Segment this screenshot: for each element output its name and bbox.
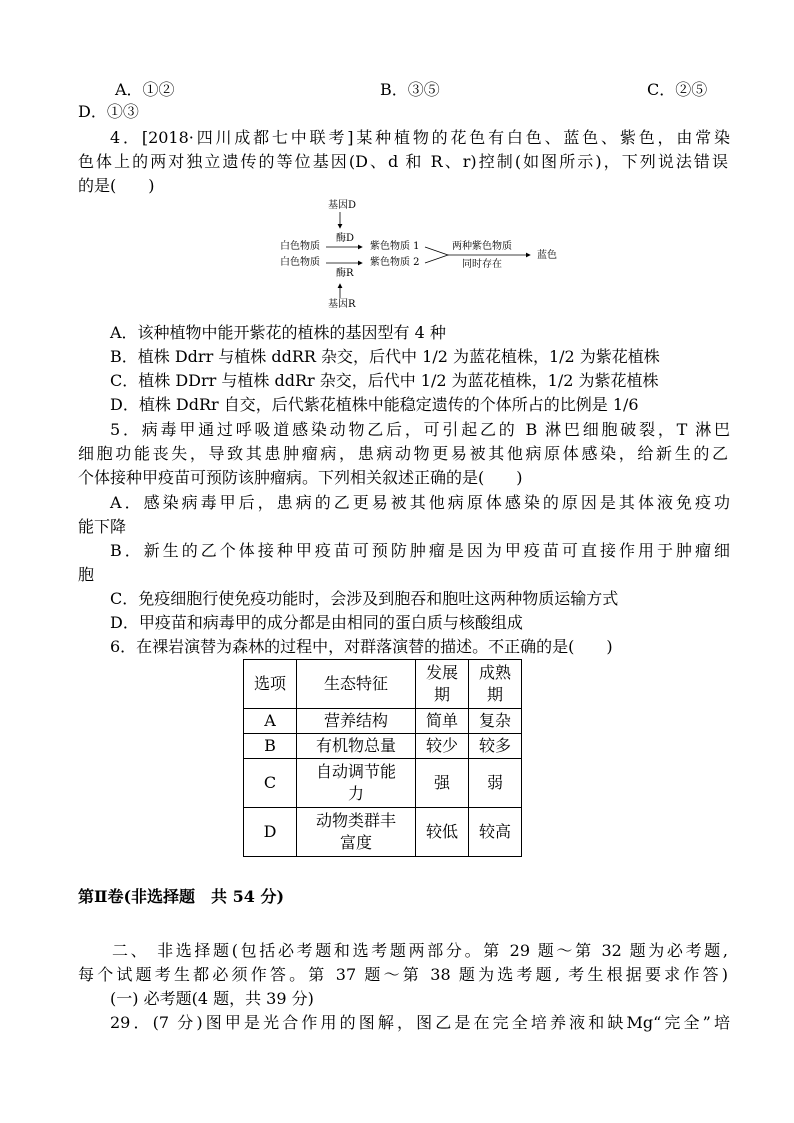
- part2-intro-line-1: 二、 非选择题(包括必考题和选考题两部分。第 29 题～第 32 题为必考题,: [112, 941, 728, 960]
- q5-option-d: D．甲疫苗和病毒甲的成分都是由相同的蛋白质与核酸组成: [110, 613, 523, 632]
- enzyme-r-label: 酶R: [336, 268, 354, 279]
- q4-stem-line-2: 色体上的两对独立遗传的等位基因(D、d 和 R、r)控制(如图所示)，下列说法错误: [78, 152, 728, 171]
- q29-stem: 29．(7 分)图甲是光合作用的图解，图乙是在完全培养液和缺Mg“完全”培: [110, 1013, 730, 1032]
- q4-option-b: B．植株 Ddrr 与植株 ddRR 杂交，后代中 1/2 为蓝花植株，1/2 为紫花植株: [110, 347, 660, 366]
- both-purple-label: 两种紫色物质: [452, 241, 512, 252]
- table-cell: B: [244, 734, 297, 759]
- table-cell: 有机物总量: [297, 734, 416, 759]
- table-row: [244, 808, 522, 857]
- q3-option-b: B．③⑤: [380, 80, 440, 99]
- q5-option-b-line-1: B．新生的乙个体接种甲疫苗可预防肿瘤是因为甲疫苗可直接作用于肿瘤细: [110, 541, 730, 560]
- enzyme-d-label: 酶D: [336, 233, 355, 244]
- header-cell: 成熟 期: [469, 660, 522, 709]
- q4-stem-line-1: 4．[2018·四川成都七中联考]某种植物的花色有白色、蓝色、紫色，由常染: [110, 128, 730, 147]
- table-cell: 动物类群丰 富度: [297, 808, 416, 857]
- table-cell: 简单: [416, 709, 469, 734]
- q3-option-a: A．①②: [115, 80, 175, 99]
- table-cell: 强: [416, 759, 469, 808]
- white-substance-1: 白色物质: [280, 241, 320, 252]
- q4-option-c: C．植株 DDrr 与植株 ddRr 杂交，后代中 1/2 为蓝花植株，1/2 为紫花植株: [110, 371, 659, 390]
- header-cell: 发展 期: [416, 660, 469, 709]
- q5-stem-line-1: 5．病毒甲通过呼吸道感染动物乙后，可引起乙的 B 淋巴细胞破裂，T 淋巴: [110, 420, 730, 439]
- coexist-label: 同时存在: [462, 259, 502, 270]
- table-cell: 较低: [416, 808, 469, 857]
- table-cell: 复杂: [469, 709, 522, 734]
- table-cell: D: [244, 808, 297, 857]
- q4-option-d: D．植株 DdRr 自交，后代紫花植株中能稳定遗传的个体所占的比例是 1/6: [110, 395, 639, 414]
- header-cell: 选项: [244, 660, 297, 709]
- required-section-title: (一) 必考题(4 题，共 39 分): [110, 989, 314, 1008]
- table-cell: A: [244, 709, 297, 734]
- table-cell: 自动调节能 力: [297, 759, 416, 808]
- white-substance-2: 白色物质: [280, 257, 320, 268]
- table-row: [244, 709, 522, 734]
- q5-stem-line-2: 细胞功能丧失，导致其患肿瘤病，患病动物更易被其他病原体感染，给新生的乙: [78, 444, 728, 463]
- table-cell: 较多: [469, 734, 522, 759]
- q6-table: [243, 659, 522, 857]
- merge-bracket: [425, 247, 448, 263]
- table-row: [244, 759, 522, 808]
- table-row: [244, 734, 522, 759]
- table-cell: 弱: [469, 759, 522, 808]
- q4-option-a: A．该种植物中能开紫花的植株的基因型有 4 种: [110, 323, 446, 342]
- q5-option-b-line-2: 胞: [78, 565, 95, 584]
- q5-stem-line-3: 个体接种甲疫苗可预防该肿瘤病。下列相关叙述正确的是( ): [78, 468, 523, 487]
- pathway-arrows: [0, 0, 794, 330]
- q5-option-a-line-2: 能下降: [78, 517, 127, 536]
- header-cell: 生态特征: [297, 660, 416, 709]
- table-cell: 较少: [416, 734, 469, 759]
- part2-intro-line-2: 每个试题考生都必须作答。第 37 题～第 38 题为选考题, 考生根据要求作答): [78, 965, 728, 984]
- table-header-row: [244, 660, 522, 709]
- part2-title: 第Ⅱ卷(非选择题 共 54 分): [78, 887, 285, 906]
- q3-option-d: D．①③: [78, 102, 139, 121]
- table-cell: 营养结构: [297, 709, 416, 734]
- gene-d-label: 基因D: [328, 200, 357, 211]
- gene-r-label: 基因R: [328, 299, 356, 310]
- q5-option-a-line-1: A．感染病毒甲后，患病的乙更易被其他病原体感染的原因是其体液免疫功: [110, 493, 730, 512]
- blue-label: 蓝色: [537, 250, 557, 261]
- table-cell: 较高: [469, 808, 522, 857]
- purple-substance-2: 紫色物质 2: [370, 257, 420, 268]
- q4-stem-line-3: 的是( ): [78, 176, 155, 195]
- q3-option-c: C．②⑤: [647, 80, 708, 99]
- q6-stem: 6．在裸岩演替为森林的过程中，对群落演替的描述。不正确的是( ): [110, 637, 613, 656]
- table-cell: C: [244, 759, 297, 808]
- q5-option-c: C．免疫细胞行使免疫功能时，会涉及到胞吞和胞吐这两种物质运输方式: [110, 589, 619, 608]
- purple-substance-1: 紫色物质 1: [370, 241, 420, 252]
